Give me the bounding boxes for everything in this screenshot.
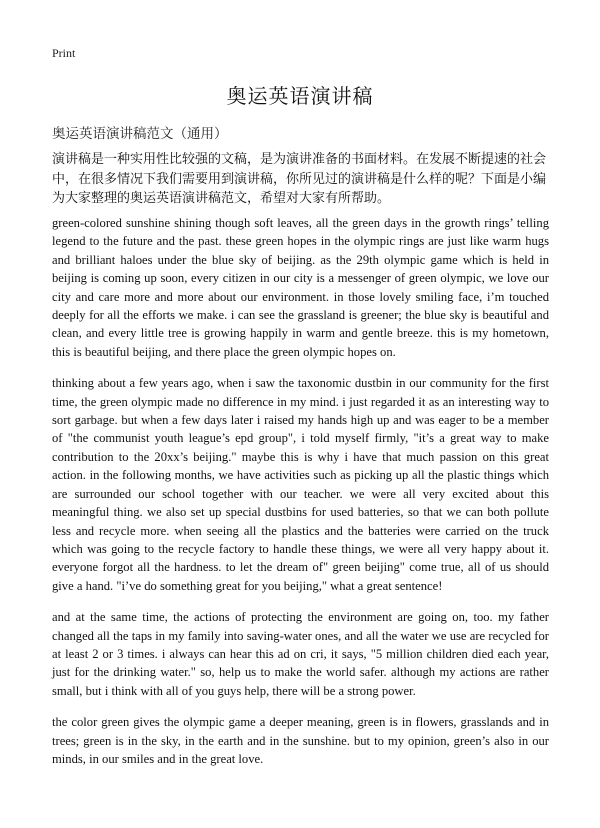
document-title: 奥运英语演讲稿 xyxy=(226,84,374,108)
speech-body xyxy=(52,214,549,781)
speech-paragraph-3: and at the same time, the actions of protecting the environment are going on, too. my father changed all the taps in my family into saving-water ones, and all the water we use are recycled for at least 2 or 3 times. i always can hear this ad on cri, it says, "5 million children died each year, just for the drinking water." so, help us to make the world safer. although my actions are rather small, but i think with all of you guys help, there will be a strong power. xyxy=(52,610,549,698)
speech-paragraph-1: green-colored sunshine shining though soft leaves, all the green days in the growth rings’ telling legend to the future and the past. these green hopes in the olympic rings are just like warm hugs and brilliant haloes under the blue sky of beijing. as the 29th olympic game which is held in beijing is coming up soon, every citizen in our city is a messenger of green olympic, we love our city and care more and more about our environment. in those lovely smiling face, i’m touched deeply for all the efforts we make. i can see the grassland is greener; the blue sky is beautiful and clean, and every little tree is growing happily in warm and gentle breeze. this is my hometown, this is beautiful beijing, and there place the green olympic hopes on. xyxy=(52,216,549,359)
print-label[interactable]: Print xyxy=(52,46,76,60)
speech-paragraph-4: the color green gives the olympic game a deeper meaning, green is in flowers, grasslands and in trees; green is in the sky, in the earth and in the sunshine. but to my opinion, green’s also in our minds, in our smiles and in the great love. xyxy=(52,715,549,766)
document-subtitle: 奥运英语演讲稿范文（通用） xyxy=(52,126,228,142)
intro-paragraph: 演讲稿是一种实用性比较强的文稿，是为演讲准备的书面材料。在发展不断提速的社会中，在很多情况下我们需要用到演讲稿，你所见过的演讲稿是什么样的呢？下面是小编为大家整理的奥运英语演讲稿范文，希望对大家有所帮助。 xyxy=(52,152,547,206)
speech-paragraph-2: thinking about a few years ago, when i saw the taxonomic dustbin in our community for the first time, the green olympic made no difference in my mind. i just regarded it as an interesting way to sort garbage. but when a few days later i raised my hands high up and was eager to be a member of "the communist youth league’s epd group", i told myself firmly, "it’s a great way to make contribution to the 20xx’s beijing." maybe this is why i have that much passion on this great action. in the following months, we have activities such as picking up all the plastic things which are surrounded our school together with our teacher. we were all very excited about this meaningful thing. we also set up special dustbins for used batteries, so that we can both pollute less and recycle more. when seeing all the plastics and the batteries were carried on the truck which was going to the recycle factory to handle these things, we were all very happy about it. everyone forgot all the hardness. to let the dream of" green beijing" come true, all of us should give a hand. "i’ve do something great for you beijing," what a great sentence! xyxy=(52,376,549,593)
